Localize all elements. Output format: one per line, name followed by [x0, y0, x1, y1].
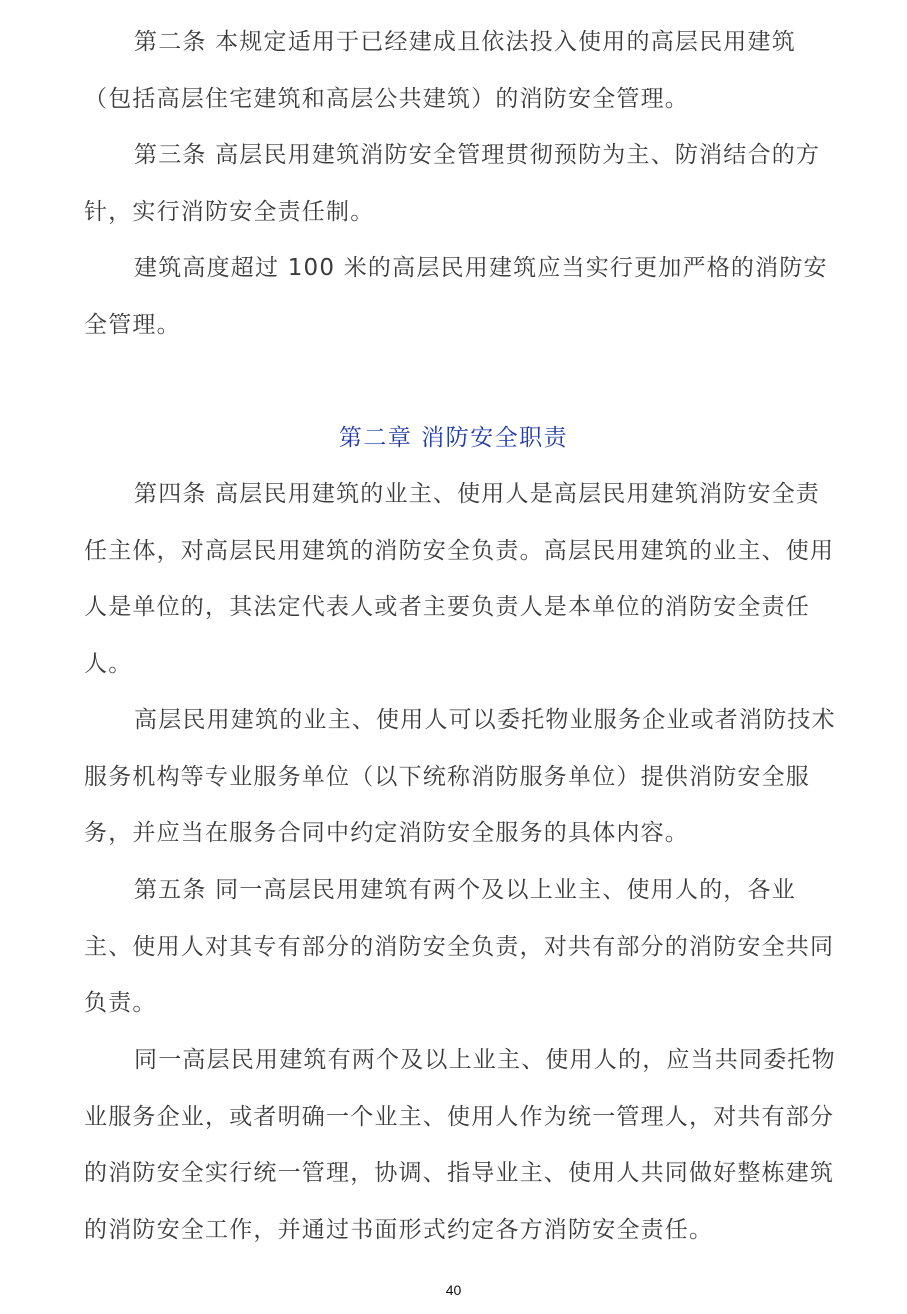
article-2-paragraph: 第二条 本规定适用于已经建成且依法投入使用的高层民用建筑（包括高层住宅建筑和高层公共建筑）的消防安全管理。 [84, 29, 796, 112]
article-4-supplement-paragraph: 高层民用建筑的业主、使用人可以委托物业服务企业或者消防技术服务机构等专业服务单位（以下统称消防服务单位）提供消防安全服务，并应当在服务合同中约定消防安全服务的具体内容。 [84, 707, 836, 846]
page-number: 40 [445, 1282, 462, 1298]
article-4-paragraph: 第四条 高层民用建筑的业主、使用人是高层民用建筑消防安全责任主体，对高层民用建筑的消防安全负责。高层民用建筑的业主、使用人是单位的，其法定代表人或者主要负责人是本单位的消防安全责任人。 [84, 481, 835, 677]
article-5-supplement-paragraph: 同一高层民用建筑有两个及以上业主、使用人的，应当共同委托物业服务企业，或者明确一个业主、使用人作为统一管理人，对共有部分的消防安全实行统一管理，协调、指导业主、使用人共同做好整栋建筑的消防安全工作，并通过书面形式约定各方消防安全责任。 [84, 1047, 836, 1243]
chapter-heading: 第二章 消防安全职责 [338, 425, 569, 451]
article-3-paragraph: 第三条 高层民用建筑消防安全管理贯彻预防为主、防消结合的方针，实行消防安全责任制。 [84, 142, 821, 225]
article-5-paragraph: 第五条 同一高层民用建筑有两个及以上业主、使用人的，各业主、使用人对其专有部分的消防安全负责，对共有部分的消防安全共同负责。 [84, 877, 835, 1016]
article-3-supplement-paragraph: 建筑高度超过 100 米的高层民用建筑应当实行更加严格的消防安全管理。 [84, 255, 828, 338]
